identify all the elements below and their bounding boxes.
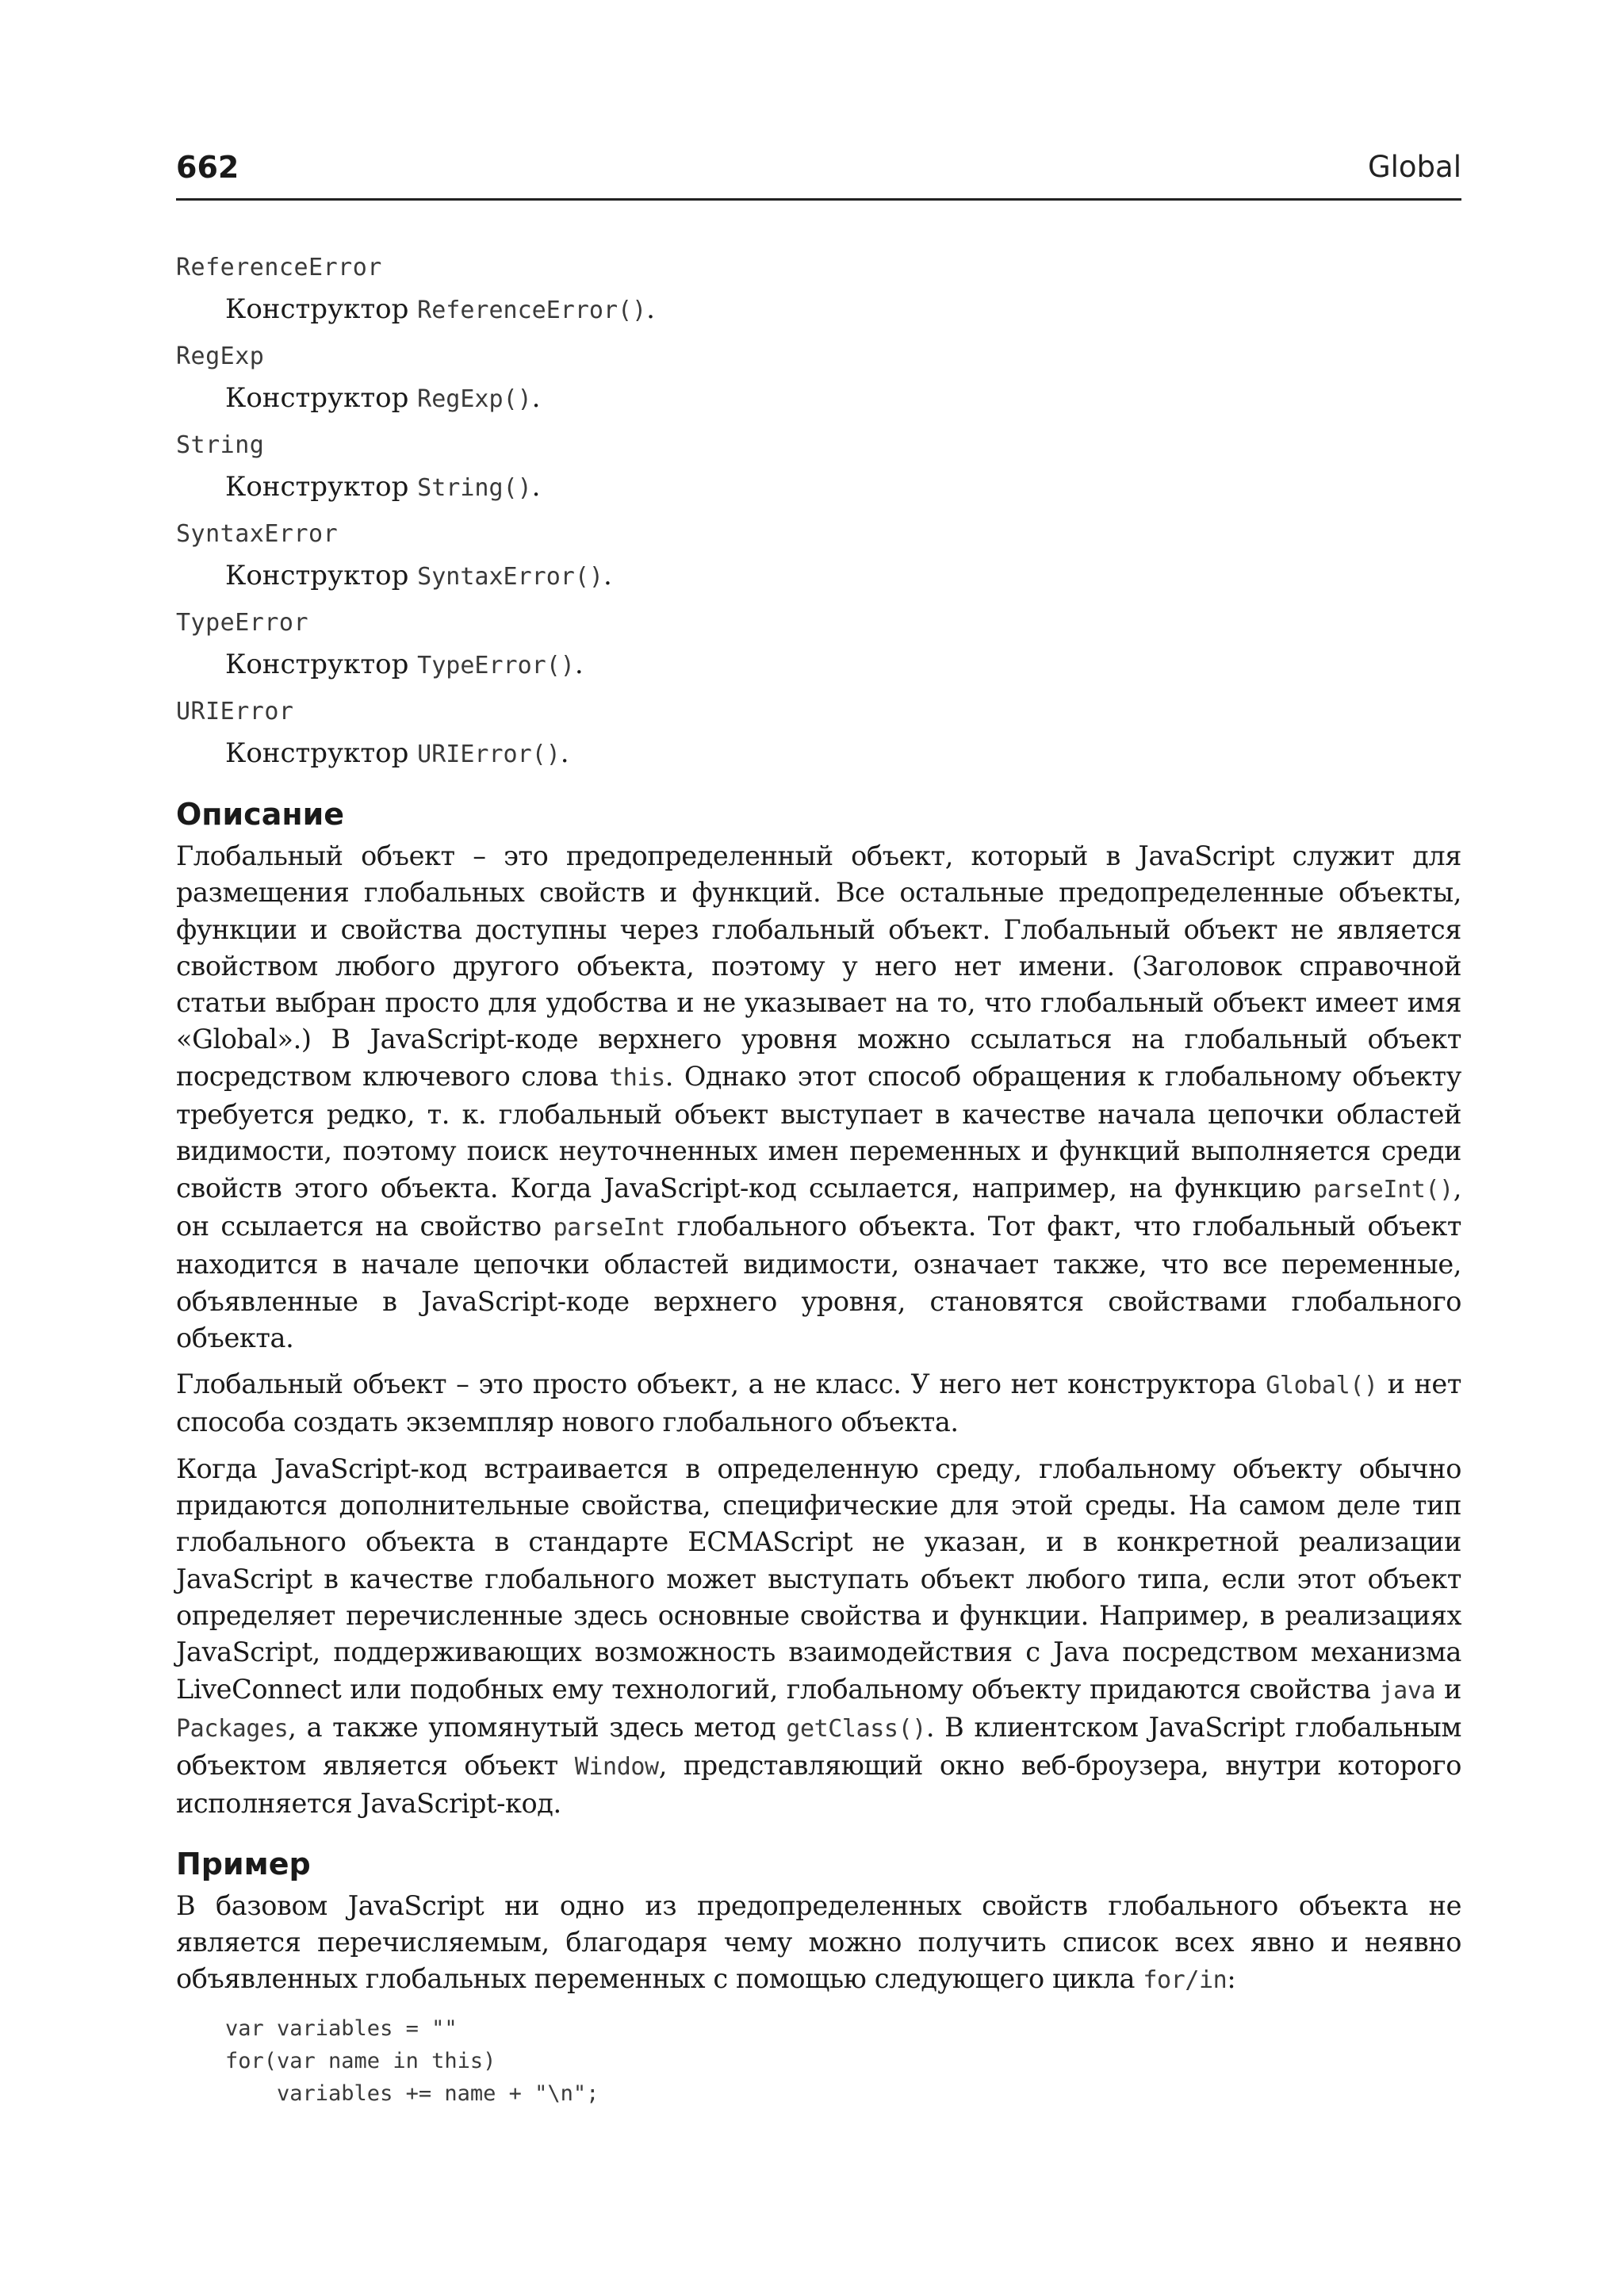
description-paragraph: [176, 1451, 1461, 1823]
entry-term: ReferenceError: [176, 254, 382, 281]
text-run: , представляющий окно веб-броузера, внутри которого исполняется JavaScript-код.: [176, 1750, 1461, 1820]
section-heading-description: Описание: [176, 797, 345, 832]
entry-term: RegExp: [176, 343, 265, 370]
definition-label: Конструктор: [225, 649, 409, 680]
text-run: и нет способа создать экземпляр нового глобального объекта.: [176, 1369, 1461, 1438]
code-line: variables += name + "\n";: [225, 2081, 599, 2106]
inline-code: for/in: [1143, 1966, 1228, 1995]
entry-term: TypeError: [176, 609, 309, 637]
definition-end: .: [560, 737, 569, 769]
entry-term: SyntaxError: [176, 520, 339, 548]
text-run: Глобальный объект – это просто объект, а не класс. У него нет конструктора: [176, 1369, 1266, 1400]
inline-code: Window: [574, 1753, 659, 1782]
definition-code: RegExp(): [417, 385, 532, 413]
entry-definition: [176, 291, 1461, 329]
inline-code: Packages: [176, 1714, 289, 1743]
text-run: :: [1227, 1963, 1236, 1995]
inline-code: parseInt: [553, 1213, 665, 1242]
text-run: В базовом JavaScript ни одно из предопределенных свойств глобального объекта не является перечисляемым, благодаря чему можно получить список всех явно и неявно объявленных глобальных переменных с помощью следующего цикла: [176, 1889, 1461, 1995]
running-head: Global: [1367, 150, 1461, 184]
entry-term: URIError: [176, 698, 294, 725]
entry-term: String: [176, 431, 265, 459]
entry-definition: [176, 380, 1461, 418]
header-rule: [176, 198, 1461, 201]
definition-code: URIError(): [417, 741, 561, 768]
definition-end: .: [603, 560, 612, 591]
section-heading-example: Пример: [176, 1846, 311, 1881]
definition-code: TypeError(): [417, 652, 575, 679]
definition-end: .: [531, 471, 541, 503]
text-run: Когда JavaScript-код встраивается в определенную среду, глобальному объекту обычно придаются дополнительные свойства, специфические для этой среды. На самом деле тип глобального объекта в стандарте ECMAScript не указан, и в конкретной реализации JavaScript в качестве глобального может выступать объект любого типа, если этот объект определяет перечисленные здесь основные свойства и функции. Например, в реализациях JavaScript, поддерживающих возможность взаимодействия с Java посредством механизма LiveConnect или подобных ему технологий, глобальному объекту придаются свойства: [176, 1453, 1461, 1705]
page-header: [176, 147, 1461, 197]
description-paragraph: [176, 838, 1461, 1357]
definition-code: ReferenceError(): [417, 297, 647, 324]
code-example: [176, 2012, 1461, 2110]
page-number: 662: [176, 150, 239, 185]
code-line: var variables = "": [225, 2015, 458, 2041]
definition-label: Конструктор: [225, 382, 409, 414]
text-run: . Однако этот способ обращения к глобальному объекту требуется редко, т. к. глобальный объект выступает в качестве начала цепочки областей видимости, поэтому поиск неуточненных имен переменных и функций выполняется среди свойств этого объекта. Когда JavaScript-код ссылается, например, на функцию: [176, 1060, 1461, 1204]
definition-end: .: [531, 382, 541, 414]
text-run: Глобальный объект – это предопределенный объект, который в JavaScript служит для размещения глобальных свойств и функций. Все остальные предопределенные объекты, функции и свойства доступны через глобальный объект. Глобальный объект не является свойством любого другого объекта, поэтому у него нет имени. (Заголовок справочной статьи выбран просто для удобства и не указывает на то, что глобальный объект имеет имя «Global».) В JavaScript-коде верхнего уровня можно ссылаться на глобальный объект посредством ключевого слова: [176, 840, 1461, 1092]
example-paragraph: [176, 1888, 1461, 2000]
text-run: , а также упомянутый здесь метод: [288, 1711, 787, 1743]
entry-definition: [176, 735, 1461, 773]
definition-code: SyntaxError(): [417, 563, 603, 591]
inline-code: this: [609, 1063, 665, 1092]
definition-label: Конструктор: [225, 293, 409, 325]
definition-end: .: [574, 649, 584, 680]
inline-code: java: [1379, 1676, 1436, 1705]
page-body: [176, 250, 1461, 2110]
entry-definition: [176, 646, 1461, 684]
inline-code: parseInt(): [1313, 1175, 1454, 1204]
definition-label: Конструктор: [225, 560, 409, 591]
entry-definition: [176, 557, 1461, 595]
text-run: , он ссылается на свойство: [176, 1172, 1461, 1242]
text-run: глобального объекта. Тот факт, что глобальный объект находится в начале цепочки областей видимости, означает также, что все переменные, объявленные в JavaScript-коде верхнего уровня, становятся свойствами глобального объекта.: [176, 1210, 1461, 1353]
entry-definition: [176, 469, 1461, 507]
text-run: . В клиентском JavaScript глобальным объектом является объект: [176, 1711, 1462, 1782]
definition-code: String(): [417, 474, 532, 502]
inline-code: getClass(): [786, 1714, 926, 1743]
text-run: и: [1435, 1673, 1461, 1705]
inline-code: Global(): [1266, 1372, 1378, 1400]
definition-end: .: [646, 293, 655, 325]
description-paragraph: [176, 1366, 1461, 1441]
definition-label: Конструктор: [225, 471, 409, 503]
definition-label: Конструктор: [225, 737, 409, 769]
code-line: for(var name in this): [225, 2048, 496, 2073]
